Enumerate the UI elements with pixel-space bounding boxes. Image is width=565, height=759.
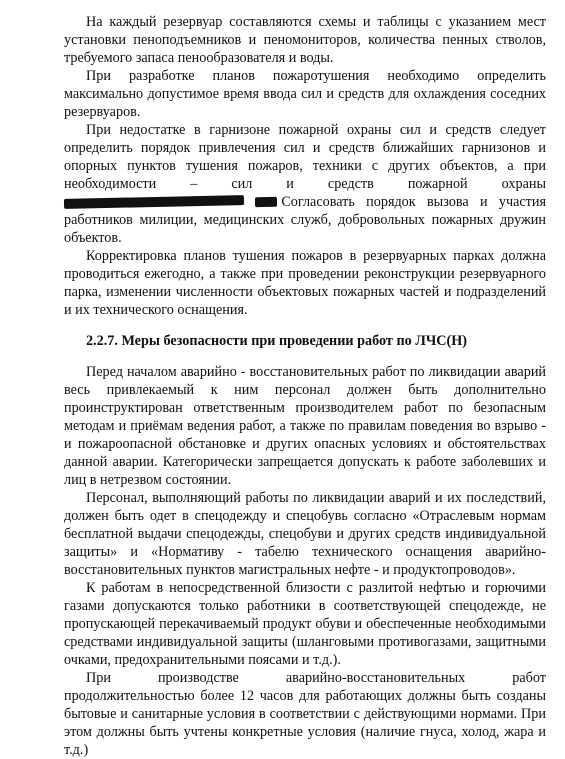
redaction-mark-2 [255, 197, 277, 207]
paragraph-admission: К работам в непосредственной близости с разлитой нефтью и горючими газами допускаются только работники в соответствующей спецодежде, не пропускающей перекачиваемый продукт обуви и обеспеченные необходимыми средствами индивидуальной защиты (шланговыми противогазами, защитными очками, предохранительными поясами и т.д.). [64, 580, 546, 668]
paragraph-insufficient-forces-part2: Согласовать порядок вызова и участия работников милиции, медицинских служб, добровольных пожарных дружин объектов. [64, 194, 546, 246]
paragraph-protective-clothing: Персонал, выполняющий работы по ликвидации аварий и их последствий, должен быть одет в спецодежду и спецобувь согласно «Отраслевым нормам бесплатной выдачи спецодежды, спецобуви и других средств индивидуальной защиты» и «Нормативу - табелю технического оснащения аварийно-восстановительных пунктов магистральных нефте - и продуктопроводов». [64, 490, 546, 578]
paragraph-briefing: Перед началом аварийно - восстановительных работ по ликвидации аварий весь привлекаемый к ним персонал должен быть дополнительно проинструктирован ответственным производителем работ по безопасным методам и приёмам ведения работ, а также по правилам поведения во взрыво - и пожароопасной обстановке и других опасных условиях и обстоятельствах данной аварии. Категорически запрещается допускать к работе заболевших и лиц в нетрезвом состоянии. [64, 364, 546, 488]
document-page [64, 13, 546, 759]
redaction-mark [64, 195, 244, 209]
paragraph-insufficient-forces [64, 121, 546, 247]
paragraph-max-time: При разработке планов пожаротушения необходимо определить максимально допустимое время ввода сил и средств для охлаждения соседних резервуаров. [64, 68, 546, 120]
paragraph-plan-correction: Корректировка планов тушения пожаров в резервуарных парках должна проводиться ежегодно, а также при проведении реконструкции резервуарного парка, изменении численности объектовых пожарных частей и подразделений и их технического оснащения. [64, 248, 546, 318]
paragraph-long-works: При производстве аварийно-восстановительных работ продолжительностью более 12 часов для работающих должны быть созданы бытовые и санитарные условия в соответствии с действующими нормами. При этом должны быть учтены конкретные условия (наличие гнуса, холод, жара и т.д.) [64, 670, 546, 758]
paragraph-insufficient-forces-part1: При недостатке в гарнизоне пожарной охраны сил и средств следует определить порядок привлечения сил и средств ближайших гарнизонов и опорных пунктов тушения пожаров, техники с других объектов, а при необходимости – сил и средств пожарной охраны [64, 122, 546, 192]
paragraph-reservoir-schemes: На каждый резервуар составляются схемы и таблицы с указанием мест установки пеноподъемников и пеномониторов, количества пенных стволов, требуемого запаса пенообразователя и воды. [64, 14, 546, 66]
section-heading: 2.2.7. Меры безопасности при проведении работ по ЛЧС(Н) [86, 333, 467, 349]
